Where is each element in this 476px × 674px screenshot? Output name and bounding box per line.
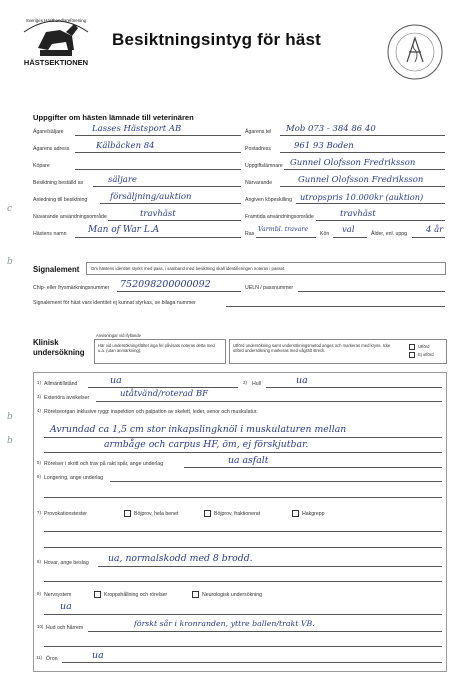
veterinary-seal: [385, 22, 445, 82]
horse-name-label: Hästens namn: [33, 231, 67, 237]
walk-trot-label: Rörelser i skritt och trav på rakt spår, ange underlag: [44, 461, 164, 467]
lunging-line: [110, 481, 442, 482]
posture-option: [94, 591, 167, 598]
legend-done-label: Utförd: [418, 344, 430, 350]
flexion-full-label: Böjprov, hela benet: [134, 510, 179, 517]
legend-right-box: [229, 339, 447, 364]
ordered-by-label: Besiktning beställd av: [33, 180, 84, 186]
address-value: Kälbäcken 84: [96, 141, 155, 151]
hoof-tester-label: Hakgrepp: [302, 510, 325, 517]
legend-right-text: Utförd undersökning samt undersökningsmetod anges och markeras med kryss. Icke utförd undersökning markeras med vågrätt streck.: [233, 343, 391, 354]
neuro-exam-option: [192, 591, 262, 598]
item-number-5: 5): [37, 460, 41, 465]
lunging-label: Longering, ange underlag: [44, 475, 104, 481]
chip-line: [117, 291, 241, 292]
exterior-value: utåtvänd/roterad BF: [120, 389, 209, 399]
owner-label: Ägare/säljare: [33, 129, 64, 135]
general-condition-label: Allmäntillstånd: [44, 381, 78, 387]
future-use-label: Framtida användningsområde: [245, 214, 314, 220]
breed-line: [256, 237, 316, 238]
hooves-label: Hovar, ange beslag: [44, 560, 89, 566]
present-value: Gunnel Olofsson Fredriksson: [298, 175, 424, 185]
current-use-label: Nuvarande användningsområde: [33, 214, 107, 220]
locomotor-value-1: Avrundad ca 1,5 cm stor inkapslingknöl i muskulaturen mellan: [50, 424, 347, 435]
provocation-line-2: [44, 547, 442, 548]
item-number-4: 4): [37, 408, 41, 413]
exterior-line: [96, 401, 442, 402]
future-use-line: [316, 220, 445, 221]
svg-text:HÄSTSEKTIONEN: HÄSTSEKTIONEN: [23, 58, 89, 67]
current-use-line: [108, 220, 241, 221]
owner-line: [75, 135, 241, 136]
owner-phone-value: Mob 073 - 384 86 40: [286, 124, 376, 134]
body-condition-line: [266, 387, 442, 388]
legend-title: Anvisningar vid ifyllande: [96, 333, 141, 338]
walk-trot-value: ua asfalt: [228, 455, 269, 466]
posture-label: Kroppshållning och rörelser: [104, 591, 168, 598]
ordered-by-value: säljare: [108, 175, 137, 185]
owner-phone-label: Ägarens tel: [245, 129, 272, 135]
hoof-tester-option: [292, 510, 325, 517]
owner-value: Lasses Hästsport AB: [92, 124, 182, 134]
association-logo: [16, 10, 96, 68]
nervous-system-label: Nervsystem: [44, 592, 72, 598]
current-use-value: travhäst: [140, 209, 176, 219]
horse-name-value: Man of War L.A: [88, 225, 160, 235]
age-label: Ålder, enl. uppg: [371, 231, 408, 237]
legend-left-text: Här vid undersökningsfältet inga fel påvisats noteras detta med u.a. (utan anmärkning).: [98, 343, 215, 354]
price-line: [296, 203, 445, 204]
posture-checkbox[interactable]: [94, 591, 101, 598]
chip-label: Chip- eller frysmärkningsnummer: [33, 285, 110, 291]
margin-mark: b: [7, 412, 13, 422]
legend-done-checkbox: [409, 344, 415, 350]
locomotor-value-2: armbåge och carpus HF, öm, ej förskjutbar.: [104, 439, 309, 450]
legend-notdone: [409, 352, 434, 358]
hooves-line: [98, 566, 442, 567]
provocation-label: Provokationstester: [44, 511, 87, 517]
general-condition-value: ua: [110, 375, 122, 386]
item-number-3: 3): [37, 394, 41, 399]
owner-section-heading: Uppgifter om hästen lämnade till veterinären: [33, 113, 194, 122]
identity-appendix-label: Signalement för häst vars identitet ej kunnat styrkas, se bilaga nummer: [33, 300, 196, 306]
horse-name-line: [75, 237, 241, 238]
nervous-system-line: [44, 614, 442, 615]
ears-value: ua: [92, 650, 104, 661]
postal-address-value: 961 93 Boden: [294, 141, 354, 151]
sex-value: val: [342, 225, 355, 235]
breed-label: Ras: [245, 231, 255, 237]
postal-address-line: [280, 152, 445, 153]
item-number-11: 11): [36, 655, 43, 660]
sex-line: [333, 237, 367, 238]
legend-notdone-label: Ej utförd: [418, 352, 434, 358]
clinical-heading-line2: undersökning: [33, 347, 85, 357]
lunging-line-2: [44, 497, 442, 498]
skin-line-2: [44, 646, 442, 647]
item-number-7: 7): [37, 510, 41, 515]
chip-value: 752098200000092: [120, 279, 211, 290]
flexion-full-option: [124, 510, 178, 517]
item-number-10: 10): [37, 624, 44, 629]
identity-appendix-line: [226, 306, 445, 307]
item-number-6: 6): [37, 474, 41, 479]
signalement-note-box: [86, 262, 446, 275]
price-value: utropspris 10.000kr (auktion): [300, 192, 424, 202]
reason-value: försäljning/auktion: [110, 192, 192, 202]
item-number-2: 2): [243, 380, 247, 385]
walk-trot-line: [184, 467, 442, 468]
age-line: [412, 237, 445, 238]
page-title: Besiktningsintyg för häst: [112, 30, 322, 49]
breed-value: Varmbl. travare: [258, 226, 309, 233]
item-number-1: 1): [37, 380, 41, 385]
owner-phone-line: [280, 135, 445, 136]
present-line: [280, 186, 445, 187]
skin-line: [88, 631, 442, 632]
general-condition-line: [88, 387, 238, 388]
locomotor-line-1: [44, 437, 442, 438]
address-label: Ägarens adress: [33, 146, 70, 152]
ordered-by-line: [93, 186, 241, 187]
buyer-label: Köpare: [33, 163, 50, 169]
flexion-partial-label: Böjprov, fraktionerat: [214, 510, 261, 517]
ears-line: [62, 662, 442, 663]
locomotor-label: Rörelseorgan inklusive rygg: inspektion och palpation av skelett, leder, senor och muskulatur.: [44, 409, 258, 415]
future-use-value: travhäst: [340, 209, 376, 219]
hoof-tester-checkbox[interactable]: [292, 510, 299, 517]
ueln-line: [298, 291, 445, 292]
margin-mark: b: [7, 436, 13, 446]
item-number-9: 9): [37, 591, 41, 596]
reason-label: Anledning till besiktning: [33, 197, 88, 203]
informant-label: Uppgiftslämnare: [245, 163, 283, 169]
price-label: Angiven köpeskilling: [245, 197, 293, 203]
hooves-value: ua, normalskodd med 8 brodd.: [108, 553, 253, 564]
flexion-partial-option: [204, 510, 260, 517]
body-condition-label: Hull: [252, 381, 261, 387]
age-value: 4 år: [426, 225, 444, 235]
exterior-label: Exteriöra avvikelser: [44, 395, 90, 401]
clinical-heading-line1: Klinisk: [33, 338, 59, 347]
nervous-system-value: ua: [60, 601, 72, 612]
skin-value: förskt sår i kronranden, yttre ballen/trakt VB.: [134, 619, 315, 628]
reason-line: [100, 203, 241, 204]
ears-label: Öron: [46, 656, 58, 662]
item-number-8: 8): [37, 559, 41, 564]
flexion-full-checkbox[interactable]: [124, 510, 131, 517]
body-condition-value: ua: [296, 375, 308, 386]
signalement-note: Om hästens identitet styrks med pass, i samband med besiktning skall identifieringen noteras i passet.: [91, 265, 286, 271]
margin-mark: c: [7, 204, 13, 214]
margin-mark: b: [7, 257, 13, 267]
neuro-exam-checkbox[interactable]: [192, 591, 199, 598]
flexion-partial-checkbox[interactable]: [204, 510, 211, 517]
provocation-line-1: [44, 531, 442, 532]
sex-label: Kön: [320, 231, 330, 237]
skin-label: Hud och hårrem: [46, 625, 84, 631]
buyer-line: [75, 169, 241, 170]
legend-left-box: [94, 339, 226, 364]
informant-value: Gunnel Olofsson Fredriksson: [290, 158, 416, 168]
ueln-label: UELN / passnummer: [245, 285, 294, 291]
svg-text:Sveriges Hästhandlareförening: Sveriges Hästhandlareförening: [25, 18, 87, 23]
present-label: Närvarande: [245, 180, 273, 186]
legend-done: [409, 344, 429, 350]
locomotor-line-2: [44, 452, 442, 453]
neuro-exam-label: Neurologisk undersökning: [202, 591, 262, 598]
hooves-line-2: [44, 581, 442, 582]
address-line: [75, 152, 241, 153]
postal-address-label: Postadress: [245, 146, 271, 152]
signalement-heading: Signalement: [33, 265, 80, 274]
informant-line: [284, 169, 445, 170]
legend-notdone-checkbox: [409, 352, 415, 358]
clinical-heading: [33, 338, 85, 357]
